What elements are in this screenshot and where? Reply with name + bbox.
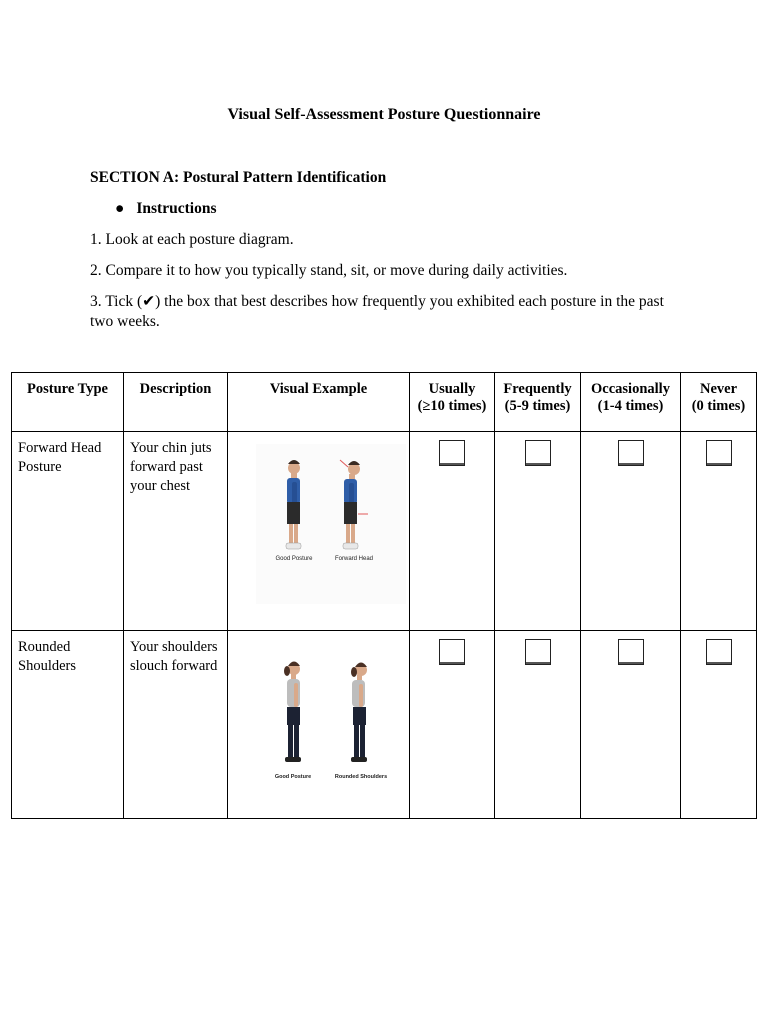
caption-good-posture: Good Posture — [274, 774, 312, 780]
cell-occasionally[interactable] — [581, 432, 681, 631]
occasionally-checkbox[interactable] — [618, 639, 644, 665]
posture-name: Rounded Shoulders — [12, 631, 124, 819]
header-occasionally-label: Occasionally — [591, 381, 670, 397]
header-frequently-label: Frequently — [503, 381, 572, 397]
bullet-icon: ● — [115, 200, 125, 217]
occasionally-checkbox[interactable] — [618, 440, 644, 466]
never-checkbox[interactable] — [706, 639, 732, 665]
table-header-row — [12, 373, 757, 432]
caption-good-posture: Good Posture — [275, 556, 313, 562]
instructions-label: Instructions — [136, 200, 217, 217]
cell-occasionally[interactable] — [581, 631, 681, 819]
forward-head-illustration — [228, 432, 408, 622]
posture-illustration — [228, 631, 410, 819]
cell-frequently[interactable] — [495, 432, 581, 631]
header-never — [681, 373, 757, 432]
page-title: Visual Self-Assessment Posture Questionnaire — [227, 106, 541, 123]
header-frequently-range: (5-9 times) — [504, 398, 571, 414]
caption-rounded-shoulders: Rounded Shoulders — [334, 774, 388, 780]
cell-usually[interactable] — [410, 432, 495, 631]
header-frequently — [495, 373, 581, 432]
section-heading: SECTION A: Postural Pattern Identification — [90, 169, 387, 186]
instruction-step-2: 2. Compare it to how you typically stand, sit, or move during daily activities. — [90, 262, 568, 279]
posture-table — [11, 372, 757, 819]
instruction-step-3: 3. Tick (✔) the box that best describes how frequently you exhibited each posture in the past two weeks. — [90, 293, 664, 330]
table-row — [12, 631, 757, 819]
rounded-shoulders-illustration — [228, 631, 408, 813]
header-description: Description — [124, 373, 228, 432]
never-checkbox[interactable] — [706, 440, 732, 466]
rounded-shoulders-figure — [351, 663, 367, 763]
cell-never[interactable] — [681, 631, 757, 819]
frequently-checkbox[interactable] — [525, 639, 551, 665]
caption-forward-head: Forward Head — [334, 556, 374, 562]
header-usually — [410, 373, 495, 432]
usually-checkbox[interactable] — [439, 639, 465, 665]
header-occasionally — [581, 373, 681, 432]
header-usually-label: Usually — [428, 381, 476, 397]
header-never-range: (0 times) — [691, 398, 746, 414]
instruction-step-1: 1. Look at each posture diagram. — [90, 231, 294, 248]
posture-description: Your shoulders slouch forward — [124, 631, 228, 819]
table-row — [12, 432, 757, 631]
cell-usually[interactable] — [410, 631, 495, 819]
header-visual-example: Visual Example — [228, 373, 410, 432]
instructions-heading — [115, 200, 216, 218]
frequently-checkbox[interactable] — [525, 440, 551, 466]
header-occasionally-range: (1-4 times) — [597, 398, 664, 414]
header-posture-type: Posture Type — [12, 373, 124, 432]
cell-never[interactable] — [681, 432, 757, 631]
header-never-label: Never — [699, 381, 738, 397]
usually-checkbox[interactable] — [439, 440, 465, 466]
header-usually-range: (≥10 times) — [417, 398, 487, 414]
good-posture-figure — [284, 662, 301, 763]
posture-name: Forward Head Posture — [12, 432, 124, 631]
posture-description: Your chin juts forward past your chest — [124, 432, 228, 631]
cell-frequently[interactable] — [495, 631, 581, 819]
posture-illustration — [228, 432, 410, 631]
